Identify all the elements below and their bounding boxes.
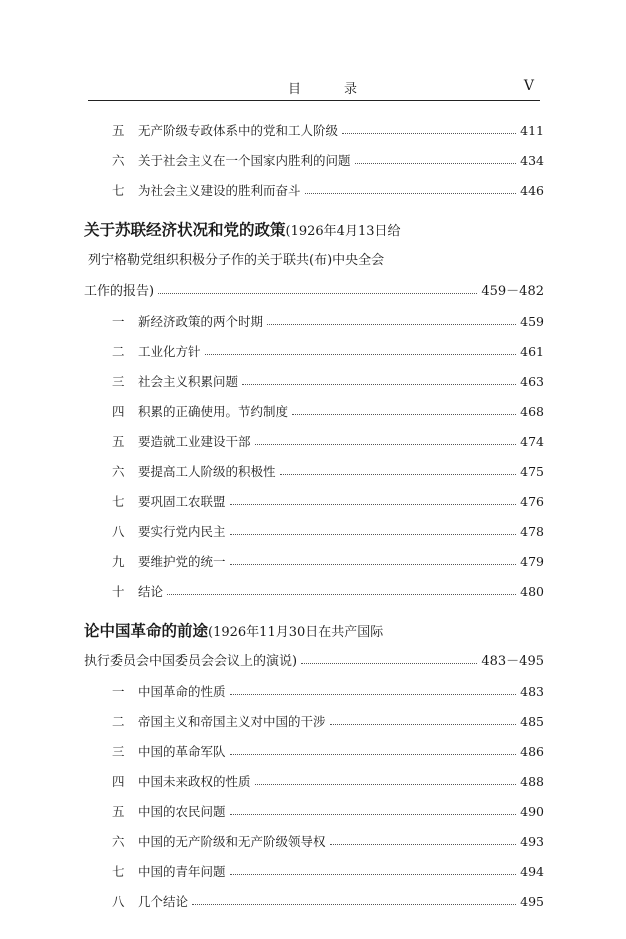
item-title: 关于社会主义在一个国家内胜利的问题 [138,153,351,168]
toc-item [112,827,544,857]
item-title: 中国的无产阶级和无产阶级领导权 [138,834,326,849]
item-title: 结论 [138,584,164,599]
item-title: 要维护党的统一 [138,554,226,569]
dot-leader [330,844,517,845]
dot-leader [230,534,517,535]
item-number: 六 [112,153,125,168]
toc-item [112,797,544,827]
item-number: 九 [112,554,125,569]
toc-item [112,427,544,457]
article-2-line-2 [84,646,544,677]
toc-item [112,737,544,767]
header-title-char-1: 目 [288,82,302,97]
dot-leader [301,663,477,664]
item-title: 工业化方针 [138,344,201,359]
dot-leader [230,564,517,565]
toc-item [112,767,544,797]
dot-leader [205,354,517,355]
toc-item [112,577,544,607]
toc-item [112,677,544,707]
article-2-heading-note: (1926年11月30日在共产国际 [208,625,384,640]
item-title: 要实行党内民主 [138,524,226,539]
item-number: 十 [112,584,125,599]
item-number: 五 [112,123,125,138]
toc-item [112,547,544,577]
item-title: 中国的革命军队 [138,744,226,759]
toc-item [112,337,544,367]
item-page: 483 [520,684,544,699]
item-number: 二 [112,344,125,359]
item-number: 三 [112,744,125,759]
item-page: 476 [520,494,544,509]
item-number: 一 [112,314,125,329]
toc-item [112,116,544,146]
article-1-line-3-text: 工作的报告) [84,284,155,299]
item-number: 五 [112,804,125,819]
item-page: 463 [520,374,544,389]
item-page: 474 [520,434,544,449]
item-page: 434 [520,153,544,168]
dot-leader [255,444,517,445]
item-page: 486 [520,744,544,759]
page-header [88,74,540,98]
item-number: 八 [112,894,125,909]
article-1 [84,214,544,307]
item-title: 要提高工人阶级的积极性 [138,464,276,479]
section-a-list [0,116,626,206]
item-page: 480 [520,584,544,599]
dot-leader [167,594,516,595]
header-rule [88,100,540,101]
item-number: 七 [112,864,125,879]
dot-leader [305,193,517,194]
item-title: 中国的农民问题 [138,804,226,819]
item-title: 社会主义积累问题 [138,374,239,389]
item-page: 475 [520,464,544,479]
item-title: 几个结论 [138,894,189,909]
dot-leader [230,694,517,695]
item-number: 四 [112,774,125,789]
item-page: 494 [520,864,544,879]
item-page: 485 [520,714,544,729]
toc-item [112,307,544,337]
article-2 [84,615,544,677]
item-number: 二 [112,714,125,729]
dot-leader [342,133,516,134]
item-title: 新经济政策的两个时期 [138,314,264,329]
item-page: 488 [520,774,544,789]
toc-item [112,397,544,427]
item-title: 无产阶级专政体系中的党和工人阶级 [138,123,339,138]
item-page: 468 [520,404,544,419]
item-title: 中国的青年问题 [138,864,226,879]
toc-item [112,517,544,547]
header-title-char-2: 录 [344,82,358,97]
article-1-pages: 459－482 [481,284,544,299]
item-number: 三 [112,374,125,389]
item-title: 要巩固工农联盟 [138,494,226,509]
dot-leader [230,504,517,505]
article-1-line-2: 列宁格勒党组织积极分子作的关于联共(布)中央全会 [88,253,385,268]
item-number: 八 [112,524,125,539]
article-2-pages: 483－495 [481,654,544,669]
item-page: 493 [520,834,544,849]
toc-item [112,887,544,917]
toc-item [112,707,544,737]
dot-leader [242,384,516,385]
article-2-line-2-text: 执行委员会中国委员会会议上的演说) [84,654,298,669]
dot-leader [280,474,517,475]
item-page: 479 [520,554,544,569]
article-1-heading: 关于苏联经济状况和党的政策 [84,220,286,239]
item-page: 490 [520,804,544,819]
dot-leader [230,754,517,755]
item-title: 积累的正确使用。节约制度 [138,404,289,419]
item-page: 411 [520,123,544,138]
item-page: 446 [520,183,544,198]
dot-leader [330,724,517,725]
toc-entries [0,116,626,917]
dot-leader [292,414,516,415]
item-title: 要造就工业建设干部 [138,434,251,449]
article-1-items [0,307,626,607]
item-page: 461 [520,344,544,359]
toc-item [112,457,544,487]
dot-leader [230,814,517,815]
dot-leader [255,784,517,785]
toc-item [112,146,544,176]
header-page-number: V [523,78,534,94]
dot-leader [267,324,516,325]
item-number: 一 [112,684,125,699]
item-number: 五 [112,434,125,449]
article-2-items [0,677,626,917]
dot-leader [192,904,516,905]
toc-item [112,487,544,517]
item-number: 七 [112,183,125,198]
item-number: 四 [112,404,125,419]
toc-item [112,176,544,206]
item-page: 459 [520,314,544,329]
toc-item [112,367,544,397]
dot-leader [230,874,517,875]
item-title: 帝国主义和帝国主义对中国的干涉 [138,714,326,729]
item-page: 495 [520,894,544,909]
toc-item [112,857,544,887]
item-number: 六 [112,834,125,849]
item-title: 中国革命的性质 [138,684,226,699]
item-number: 六 [112,464,125,479]
article-2-heading: 论中国革命的前途 [84,621,209,640]
item-title: 中国未来政权的性质 [138,774,251,789]
article-1-heading-note: (1926年4月13日给 [285,224,401,239]
article-1-line-3 [84,276,544,307]
dot-leader [355,163,517,164]
item-page: 478 [520,524,544,539]
item-number: 七 [112,494,125,509]
dot-leader [158,293,477,294]
item-title: 为社会主义建设的胜利而奋斗 [138,183,301,198]
